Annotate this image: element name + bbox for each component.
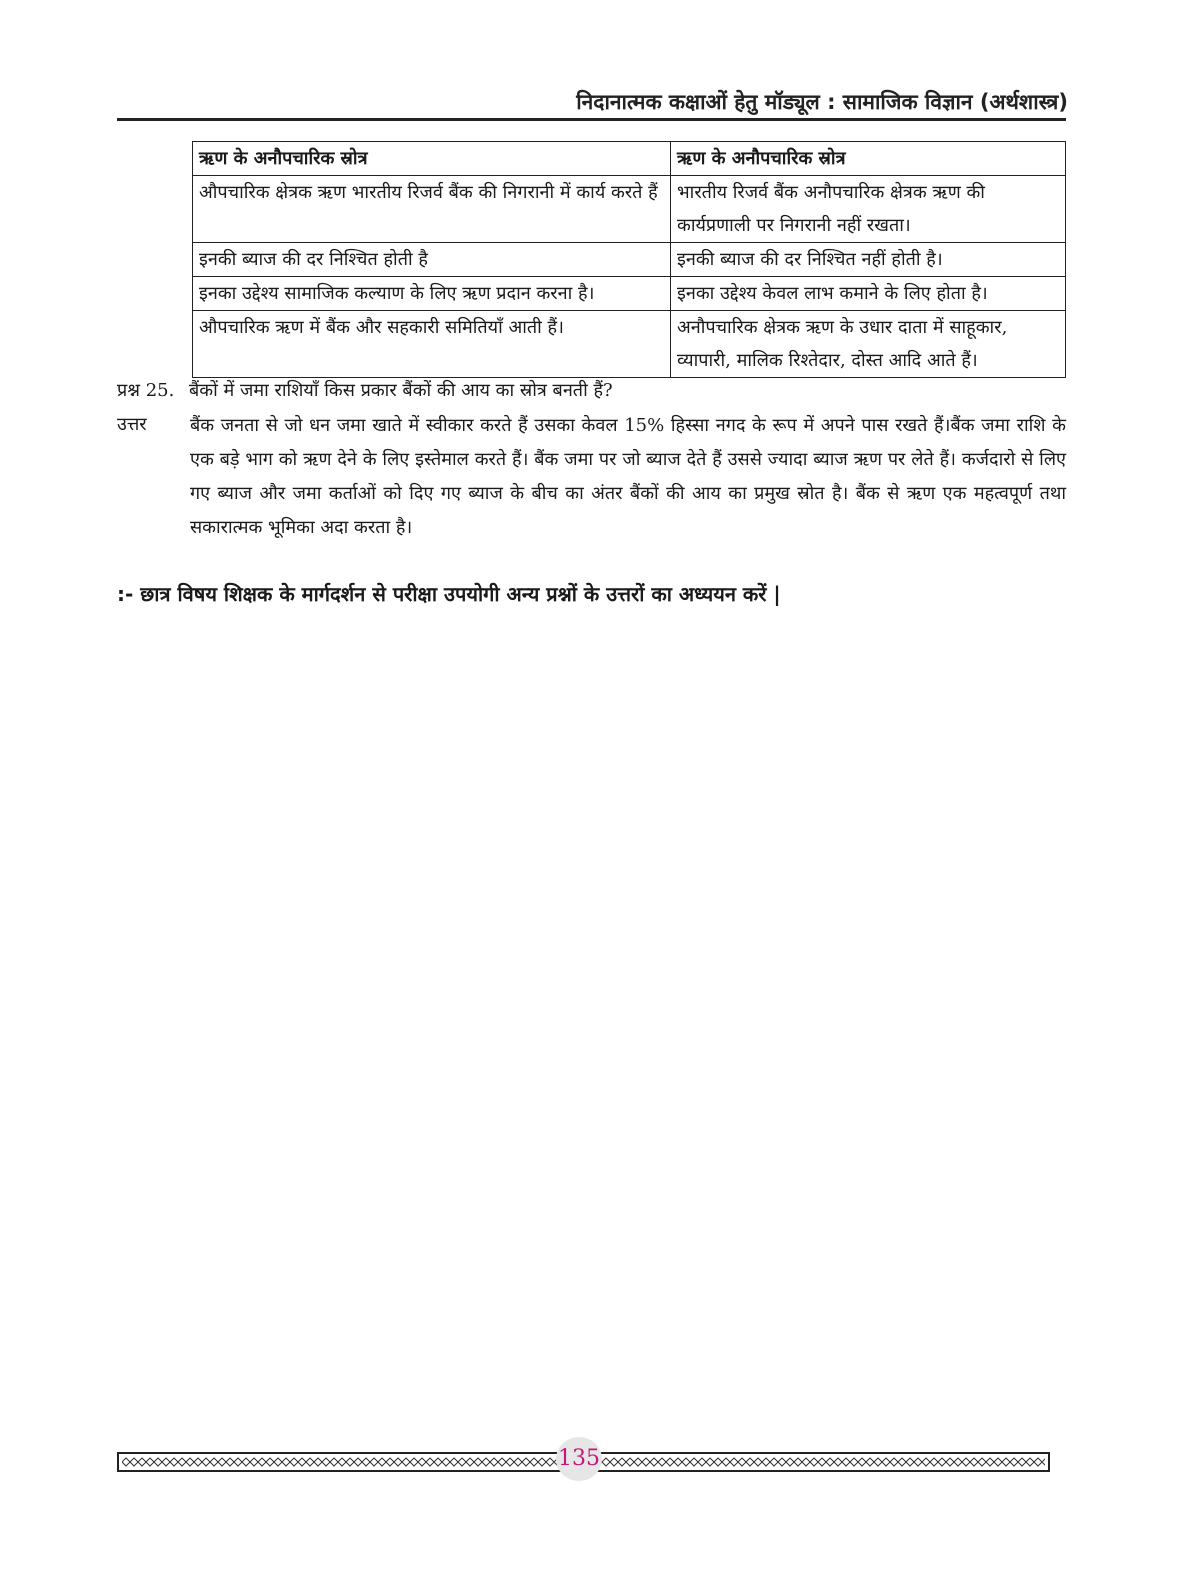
table-cell: इनका उद्देश्य केवल लाभ कमाने के लिए होता है। [671,277,1066,311]
running-header: निदानात्मक कक्षाओं हेतु मॉड्यूल : सामाजिक विज्ञान (अर्थशास्त्र) [576,90,1068,114]
table-cell: इनकी ब्याज की दर निश्चित होती है [193,243,671,277]
answer-text: बैंक जनता से जो धन जमा खाते में स्वीकार करते हैं उसका केवल 15% हिस्सा नगद के रूप में अपने पास रखते हैं।बैंक जमा राशि के एक बड़े भाग को ऋण देने के लिए इस्तेमाल करते हैं। बैंक जमा पर जो ब्याज देते हैं उससे ज्यादा ब्याज ऋण पर लेते हैं। कर्जदारो से लिए गए ब्याज और जमा कर्ताओं को दिए गए ब्याज के बीच का अंतर बैंकों की आय का प्रमुख स्रोत है। बैंक से ऋण एक महत्वपूर्ण तथा सकारात्मक भूमिका अदा करता है। [190,415,1066,538]
page-number: 135 [556,1437,602,1481]
table-row [193,311,1066,378]
table-row [193,277,1066,311]
comparison-table [192,141,1066,378]
table-header-cell: ऋण के अनौपचारिक स्रोत्र [671,142,1066,176]
question-label: प्रश्न 25. [117,380,175,401]
table-cell: इनकी ब्याज की दर निश्चित नहीं होती है। [671,243,1066,277]
question [117,375,1066,407]
table-cell: अनौपचारिक क्षेत्रक ऋण के उधार दाता में साहूकार, व्यापारी, मालिक रिश्तेदार, दोस्त आदि आते हैं। [671,311,1066,378]
table-cell: भारतीय रिजर्व बैंक अनौपचारिक क्षेत्रक ऋण की कार्यप्रणाली पर निगरानी नहीं रखता। [671,176,1066,243]
question-text: बैंकों में जमा राशियाँ किस प्रकार बैंकों की आय का स्रोत्र बनती हैं? [189,380,613,401]
table-header-cell: ऋण के अनौपचारिक स्रोत्र [193,142,671,176]
table-row [193,243,1066,277]
table-cell: इनका उद्देश्य सामाजिक कल्याण के लिए ऋण प्रदान करना है। [193,277,671,311]
table-cell: औपचारिक क्षेत्रक ऋण भारतीय रिजर्व बैंक की निगरानी में कार्य करते हैं [193,176,671,243]
study-note: :- छात्र विषय शिक्षक के मार्गदर्शन से परीक्षा उपयोगी अन्य प्रश्नों के उत्तरों का अध्ययन करें | [117,582,781,606]
header-rule [117,118,1066,121]
table-header-row [193,142,1066,176]
answer-label: उत्तर [117,414,147,435]
table-cell: औपचारिक ऋण में बैंक और सहकारी समितियाँ आती हैं। [193,311,671,378]
table-row [193,176,1066,243]
